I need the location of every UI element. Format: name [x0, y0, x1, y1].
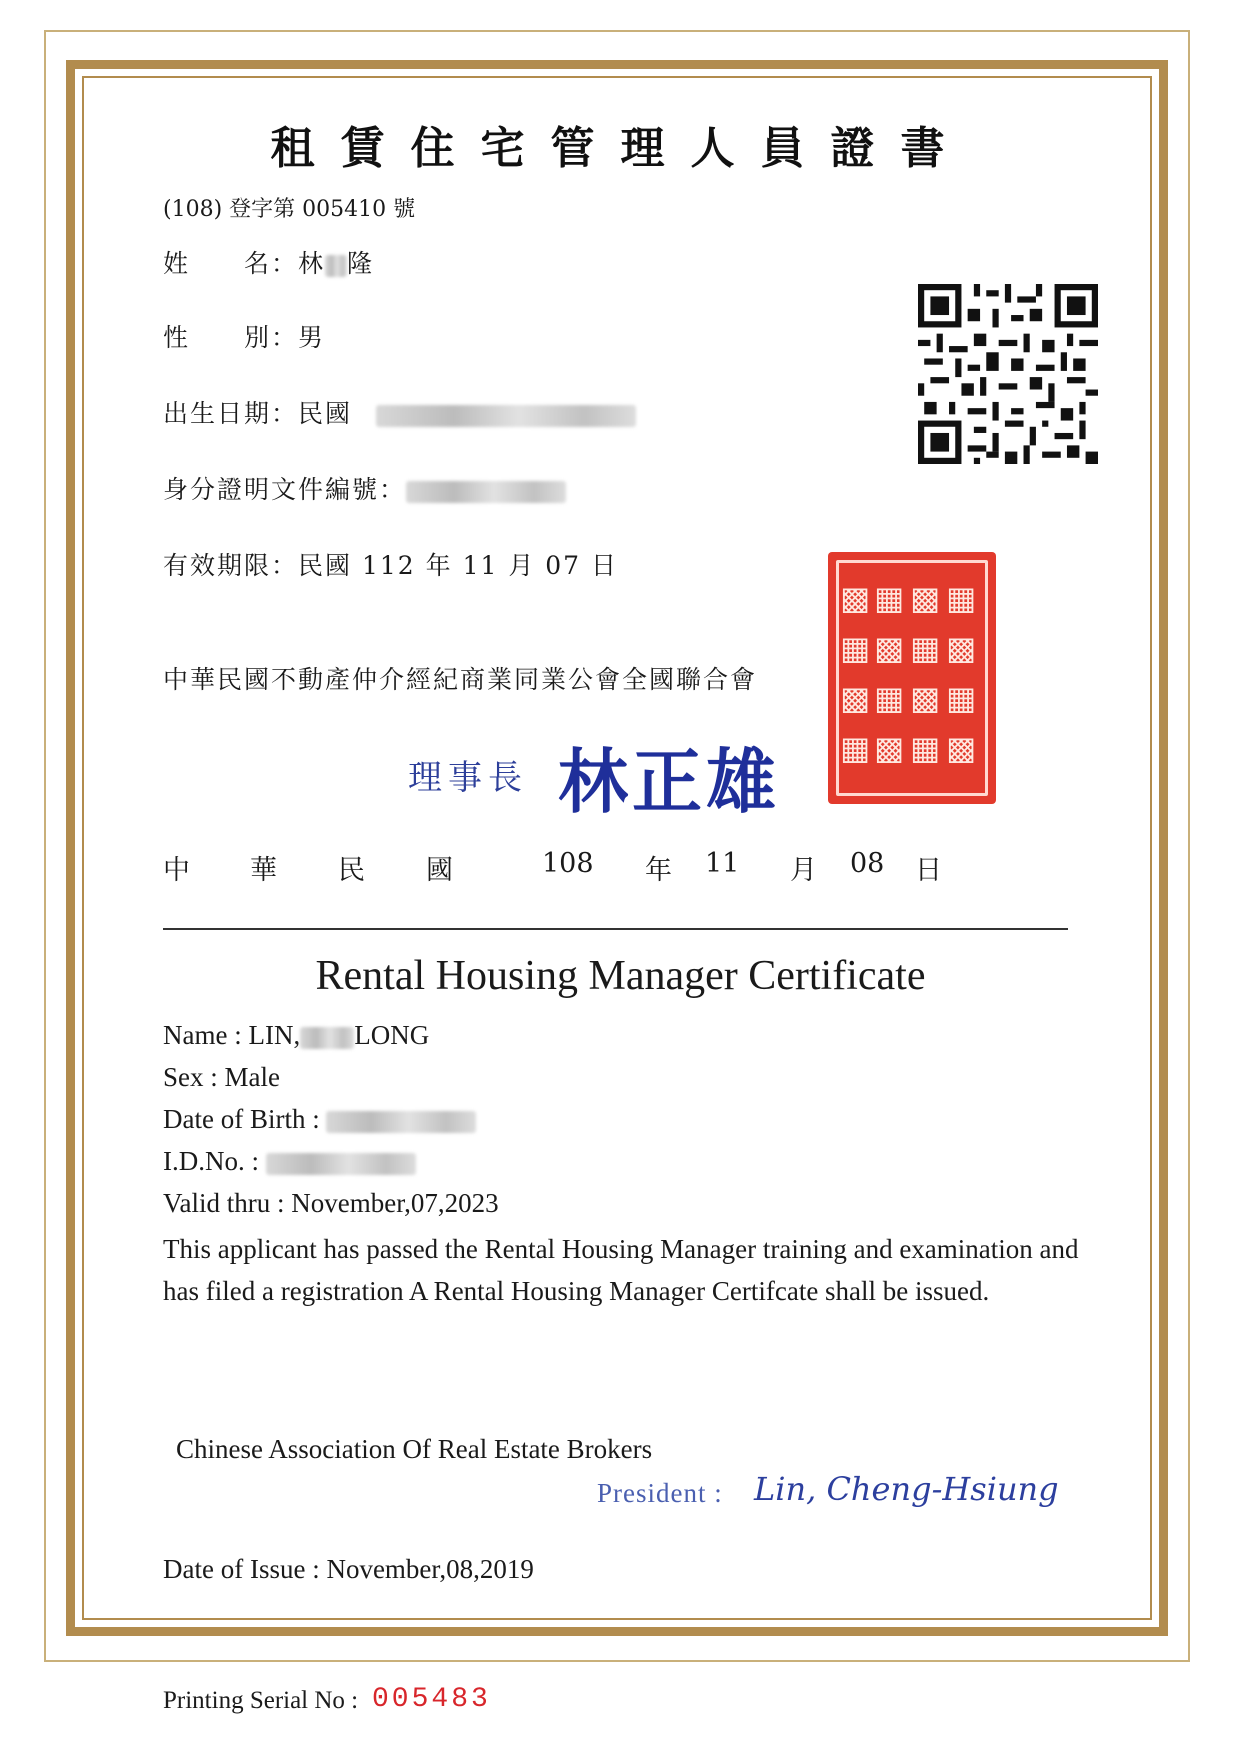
- issue-year: 108: [542, 848, 594, 879]
- dob-prefix-zh: 民國: [298, 399, 353, 428]
- sex-row-en: Sex : Male: [163, 1062, 280, 1092]
- name-suffix-zh: 隆: [347, 249, 375, 278]
- issue-day: 08: [850, 848, 885, 879]
- section-divider: [163, 928, 1068, 930]
- valid-value-zh: 民國 112 年 11 月 07 日: [298, 551, 619, 580]
- english-title: Rental Housing Manager Certificate: [315, 953, 926, 999]
- issue-month-unit: 月: [790, 855, 817, 886]
- redacted-dob-zh: [376, 405, 636, 427]
- redacted-id-en: [266, 1153, 416, 1175]
- id-row-zh: [163, 470, 566, 506]
- seal-mark: ▦: [910, 729, 941, 767]
- official-seal: [828, 552, 996, 804]
- issue-date-char: 中: [163, 855, 190, 886]
- president-signature: Lin, Cheng-Hsiung: [754, 1470, 1059, 1508]
- issue-date-char: 國: [426, 855, 453, 886]
- association-name-en: Chinese Association Of Real Estate Brokers: [176, 1434, 653, 1464]
- seal-mark: ▦: [840, 629, 871, 667]
- seal-mark: ▩: [946, 729, 977, 767]
- seal-mark: ▦: [946, 579, 977, 617]
- qr-code-icon: [918, 282, 1098, 466]
- registration-number: (108) 登字第 005410 號: [163, 197, 416, 222]
- seal-mark: ▦: [874, 679, 905, 717]
- chairman-signature: 林正雄: [558, 740, 780, 823]
- dob-row-zh: [163, 394, 636, 430]
- dob-row-en: [163, 1104, 476, 1135]
- sex-row-zh: [163, 318, 325, 354]
- issue-date-char: 民: [338, 855, 365, 886]
- seal-mark: ▦: [840, 729, 871, 767]
- date-of-issue: Date of Issue : November,08,2019: [163, 1554, 534, 1584]
- seal-mark: ▩: [840, 579, 871, 617]
- chairman-label: 理事長: [408, 758, 528, 798]
- name-row-en: [163, 1020, 429, 1051]
- valid-label-zh: 有效期限：: [163, 551, 299, 580]
- dob-label-zh: 出生日期：: [163, 399, 299, 428]
- redacted-id-zh: [406, 481, 566, 503]
- issue-month: 11: [705, 848, 740, 879]
- president-label: President :: [597, 1478, 723, 1508]
- seal-mark: ▩: [874, 629, 905, 667]
- redacted-name-en: [300, 1027, 354, 1049]
- id-label-zh: 身分證明文件編號：: [163, 475, 407, 504]
- name-row-zh: [163, 244, 374, 280]
- seal-mark: ▩: [946, 629, 977, 667]
- seal-mark: ▩: [910, 679, 941, 717]
- id-row-en: [163, 1146, 416, 1177]
- valid-thru-en: Valid thru : November,07,2023: [163, 1188, 499, 1218]
- seal-mark: ▦: [910, 629, 941, 667]
- issue-date-char: 華: [250, 855, 277, 886]
- seal-mark: ▩: [874, 729, 905, 767]
- seal-mark: ▦: [874, 579, 905, 617]
- serial-number: 005483: [372, 1684, 491, 1715]
- sex-value-zh: 男: [298, 323, 326, 352]
- valid-row-zh: [163, 546, 618, 582]
- id-label-en: I.D.No. :: [163, 1146, 259, 1176]
- association-name-zh: 中華民國不動產仲介經紀商業同業公會全國聯合會: [163, 665, 758, 694]
- redacted-dob-en: [326, 1111, 476, 1133]
- name-suffix-en: LONG: [354, 1020, 430, 1050]
- dob-label-en: Date of Birth :: [163, 1104, 320, 1134]
- name-prefix-en: Name : LIN,: [163, 1020, 301, 1050]
- issue-day-unit: 日: [915, 855, 942, 886]
- issue-year-unit: 年: [645, 855, 672, 886]
- certification-statement: This applicant has passed the Rental Housing Manager training and examination and has filed a registration A Rental Housing Manager Certifcate shall be issued.: [163, 1234, 1079, 1306]
- name-label-zh: 姓 名：: [163, 249, 299, 278]
- seal-mark: ▩: [840, 679, 871, 717]
- name-prefix-zh: 林: [298, 249, 326, 278]
- redacted-name-char: [325, 255, 347, 277]
- serial-label: Printing Serial No :: [163, 1687, 359, 1714]
- sex-label-zh: 性 別：: [163, 323, 299, 352]
- seal-mark: ▩: [910, 579, 941, 617]
- seal-mark: ▦: [946, 679, 977, 717]
- chinese-title: 租賃住宅管理人員證書: [270, 123, 971, 174]
